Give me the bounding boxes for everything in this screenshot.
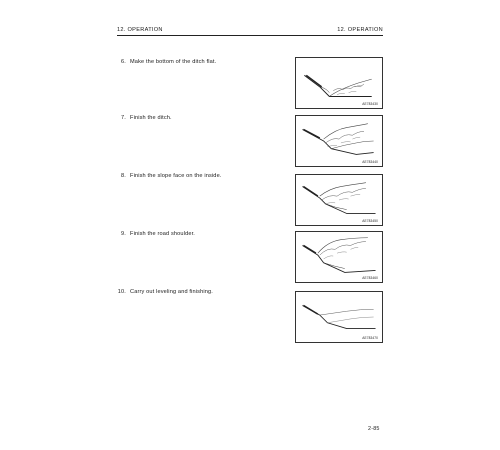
step-number: 8. (121, 173, 126, 179)
figure-flat-ditch-bottom (295, 57, 383, 109)
figure-code: AE783430 (362, 102, 378, 106)
step-7 (117, 115, 172, 121)
figure-code: AE783470 (362, 336, 378, 340)
step-text: Finish the road shoulder. (130, 231, 196, 237)
step-text: Make the bottom of the ditch flat. (130, 59, 217, 65)
header-section-left: 12. OPERATION (117, 27, 163, 33)
header-rule (117, 35, 383, 36)
road-shoulder-illustration (296, 232, 382, 282)
figure-code: AE783450 (362, 219, 378, 223)
figure-finish-inside-slope (295, 174, 383, 226)
figure-code: AE783440 (362, 160, 378, 164)
figure-finish-ditch (295, 115, 383, 167)
step-number: 6. (121, 59, 126, 65)
ditch-finish-illustration (296, 116, 382, 166)
step-text: Finish the slope face on the inside. (130, 173, 222, 179)
step-6 (117, 59, 216, 65)
ditch-bottom-illustration (296, 58, 382, 108)
step-number: 10. (117, 289, 126, 295)
header-section-right: 12. OPERATION (337, 27, 383, 33)
step-8 (117, 173, 222, 179)
figure-leveling-finishing (295, 291, 383, 343)
leveling-illustration (296, 292, 382, 342)
step-text: Finish the ditch. (130, 115, 172, 121)
step-number: 7. (121, 115, 126, 121)
step-9 (117, 231, 195, 237)
figure-code: AE783460 (362, 276, 378, 280)
inside-slope-illustration (296, 175, 382, 225)
step-10 (117, 289, 213, 295)
step-text: Carry out leveling and finishing. (130, 289, 213, 295)
page-number: 2-85 (368, 426, 380, 432)
step-number: 9. (121, 231, 126, 237)
figure-finish-road-shoulder (295, 231, 383, 283)
